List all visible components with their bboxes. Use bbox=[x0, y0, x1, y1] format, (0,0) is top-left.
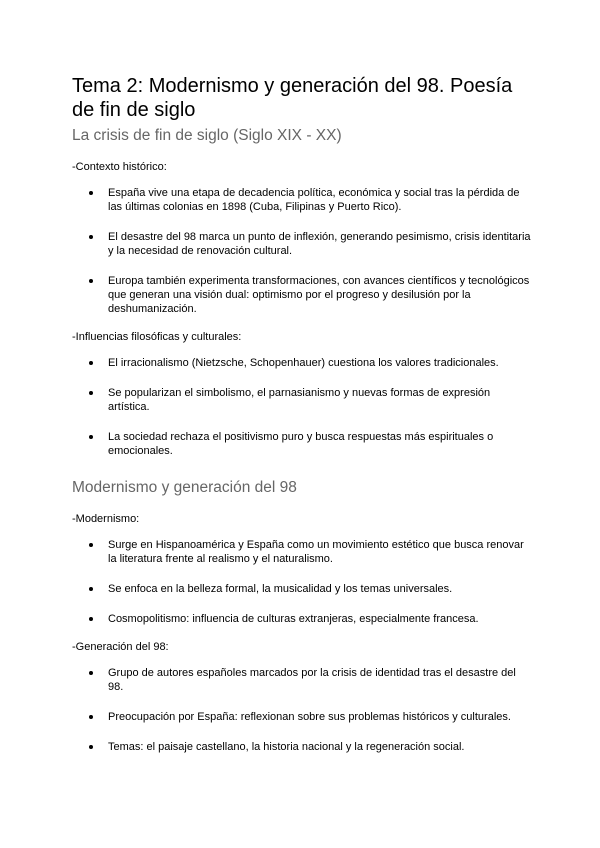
list-item bbox=[72, 356, 532, 370]
list-item-text: Cosmopolitismo: influencia de culturas extranjeras, especialmente francesa. bbox=[108, 613, 479, 625]
list-item bbox=[72, 274, 532, 316]
list-item bbox=[72, 186, 532, 214]
bullet-dot-icon bbox=[89, 191, 93, 195]
list-item-text: Temas: el paisaje castellano, la historia nacional y la regeneración social. bbox=[108, 741, 465, 753]
bullet-dot-icon bbox=[89, 391, 93, 395]
bullet-dot-icon bbox=[89, 617, 93, 621]
bullet-list-contexto bbox=[72, 186, 532, 316]
list-item bbox=[72, 740, 532, 754]
list-item-text: La sociedad rechaza el positivismo puro y busca respuestas más espirituales o emocionales. bbox=[108, 431, 494, 457]
document-title: Tema 2: Modernismo y generación del 98. Poesía de fin de siglo bbox=[72, 75, 513, 121]
group-label-generacion: -Generación del 98: bbox=[72, 641, 169, 653]
list-item bbox=[72, 386, 532, 414]
list-item-text: Europa también experimenta transformaciones, con avances científicos y tecnológicos que generan una visión dual: optimismo por el progreso y desilusión por la deshumanización. bbox=[108, 275, 530, 315]
bullet-dot-icon bbox=[89, 279, 93, 283]
bullet-dot-icon bbox=[89, 745, 93, 749]
list-item-text: Grupo de autores españoles marcados por la crisis de identidad tras el desastre del 98. bbox=[108, 667, 516, 693]
document-page bbox=[72, 74, 532, 754]
list-item-text: Surge en Hispanoamérica y España como un movimiento estético que busca renovar la literatura frente al realismo y el naturalismo. bbox=[108, 539, 524, 565]
list-item bbox=[72, 582, 532, 596]
list-item-text: Se popularizan el simbolismo, el parnasianismo y nuevas formas de expresión artística. bbox=[108, 387, 491, 413]
list-item-text: Se enfoca en la belleza formal, la musicalidad y los temas universales. bbox=[108, 583, 453, 595]
list-item-text: Preocupación por España: reflexionan sobre sus problemas históricos y culturales. bbox=[108, 711, 511, 723]
bullet-dot-icon bbox=[89, 543, 93, 547]
bullet-dot-icon bbox=[89, 715, 93, 719]
list-item-text: El irracionalismo (Nietzsche, Schopenhauer) cuestiona los valores tradicionales. bbox=[108, 357, 499, 369]
group-label-contexto: -Contexto histórico: bbox=[72, 161, 167, 173]
group-label-influencias: -Influencias filosóficas y culturales: bbox=[72, 331, 242, 343]
bullet-list-generacion bbox=[72, 666, 532, 754]
list-item bbox=[72, 612, 532, 626]
list-item bbox=[72, 666, 532, 694]
bullet-dot-icon bbox=[89, 235, 93, 239]
group-label-modernismo: -Modernismo: bbox=[72, 513, 140, 525]
list-item bbox=[72, 538, 532, 566]
list-item-text: El desastre del 98 marca un punto de inflexión, generando pesimismo, crisis identitaria y la necesidad de renovación cultural. bbox=[108, 231, 531, 257]
bullet-dot-icon bbox=[89, 435, 93, 439]
list-item-text: España vive una etapa de decadencia política, económica y social tras la pérdida de las últimas colonias en 1898 (Cuba, Filipinas y Puerto Rico). bbox=[108, 187, 520, 213]
bullet-list-influencias bbox=[72, 356, 532, 458]
section-heading-modernismo: Modernismo y generación del 98 bbox=[72, 479, 297, 496]
bullet-dot-icon bbox=[89, 671, 93, 675]
list-item bbox=[72, 710, 532, 724]
bullet-dot-icon bbox=[89, 361, 93, 365]
bullet-dot-icon bbox=[89, 587, 93, 591]
section-heading-crisis: La crisis de fin de siglo (Siglo XIX - XX) bbox=[72, 127, 342, 144]
list-item bbox=[72, 230, 532, 258]
bullet-list-modernismo bbox=[72, 538, 532, 626]
list-item bbox=[72, 430, 532, 458]
